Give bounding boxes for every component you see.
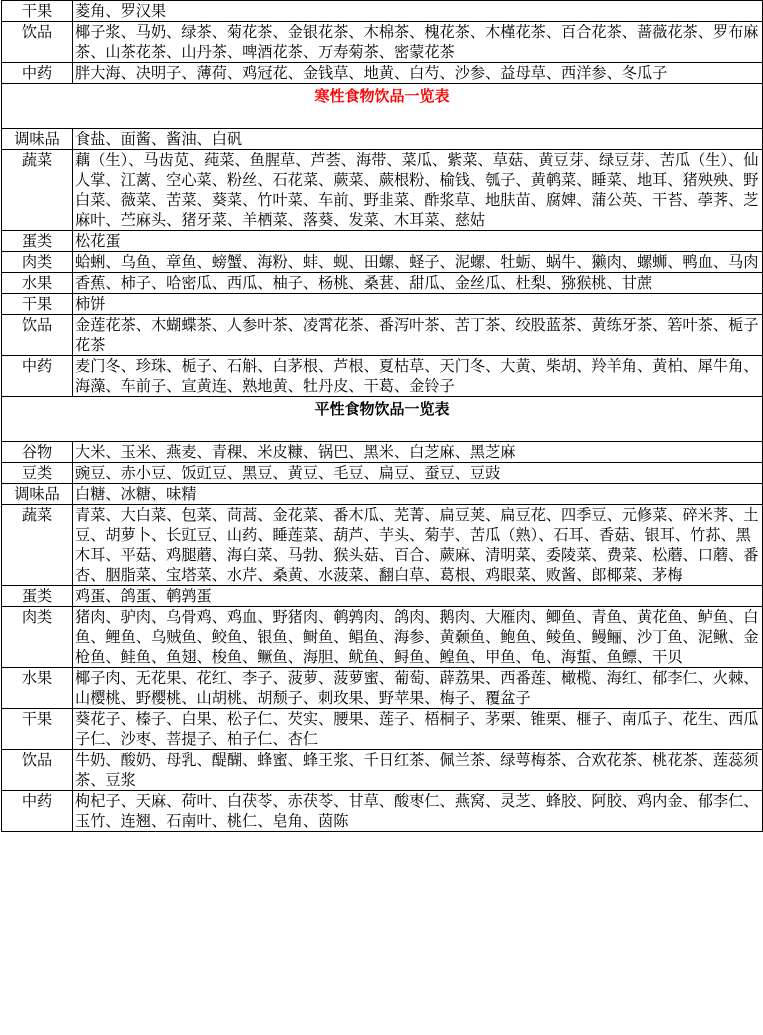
items-cell: 椰子肉、无花果、花红、李子、菠萝、菠萝蜜、葡萄、薜荔果、西番莲、橄榄、海红、郁李仁、火棘、山樱桃、野樱桃、山胡桃、胡颓子、刺玫果、野苹果、梅子、覆盆子 [73, 668, 763, 709]
items-cell: 胖大海、决明子、薄荷、鸡冠花、金钱草、地黄、白芍、沙参、益母草、西洋参、冬瓜子 [73, 63, 763, 84]
items-cell: 金莲花茶、木蝴蝶茶、人参叶茶、凌霄花茶、番泻叶茶、苦丁茶、绞股蓝茶、黄练牙茶、箬叶茶、栀子花茶 [73, 315, 763, 356]
category-cell: 调味品 [2, 129, 73, 150]
category-cell: 蔬菜 [2, 505, 73, 586]
table-row [2, 791, 763, 832]
table-row [2, 294, 763, 315]
category-cell: 中药 [2, 356, 73, 397]
category-cell: 蛋类 [2, 231, 73, 252]
items-cell: 大米、玉米、燕麦、青稞、米皮糠、锅巴、黑米、白芝麻、黑芝麻 [73, 442, 763, 463]
items-cell: 牛奶、酸奶、母乳、醍醐、蜂蜜、蜂王浆、千日红茶、佩兰茶、绿萼梅茶、合欢花茶、桃花茶、莲蕊须茶、豆浆 [73, 750, 763, 791]
category-cell: 肉类 [2, 252, 73, 273]
category-cell: 水果 [2, 668, 73, 709]
category-cell: 中药 [2, 63, 73, 84]
table-row [2, 150, 763, 231]
table-row [2, 22, 763, 63]
items-cell: 葵花子、榛子、白果、松子仁、芡实、腰果、莲子、梧桐子、茅栗、锥栗、榧子、南瓜子、花生、西瓜子仁、沙枣、菩提子、柏子仁、杏仁 [73, 709, 763, 750]
table-row [2, 505, 763, 586]
category-cell: 水果 [2, 273, 73, 294]
table-row [2, 231, 763, 252]
table-row [2, 484, 763, 505]
table-row [2, 273, 763, 294]
table-row [2, 709, 763, 750]
items-cell: 猪肉、驴肉、乌骨鸡、鸡血、野猪肉、鹌鹑肉、鸽肉、鹅肉、大雁肉、鲫鱼、青鱼、黄花鱼、鲈鱼、白鱼、鲤鱼、乌贼鱼、鲛鱼、银鱼、鲥鱼、鲳鱼、海参、黄颡鱼、鲍鱼、鲮鱼、鳗鲡、沙丁鱼、泥鳅、金枪鱼、鲑鱼、鱼翅、梭鱼、鳜鱼、海胆、鱿鱼、鲟鱼、鳇鱼、甲鱼、龟、海蜇、鱼鳔、干贝 [73, 607, 763, 668]
items-cell: 椰子浆、马奶、绿茶、菊花茶、金银花茶、木棉茶、槐花茶、木槿花茶、百合花茶、蔷薇花茶、罗布麻茶、山茶花茶、山丹茶、啤酒花茶、万寿菊茶、密蒙花茶 [73, 22, 763, 63]
food-table [1, 0, 763, 832]
items-cell: 香蕉、柿子、哈密瓜、西瓜、柚子、杨桃、桑葚、甜瓜、金丝瓜、杜梨、猕猴桃、甘蔗 [73, 273, 763, 294]
category-cell: 调味品 [2, 484, 73, 505]
items-cell: 藕（生）、马齿苋、莼菜、鱼腥草、芦荟、海带、菜瓜、紫菜、草菇、黄豆芽、绿豆芽、苦瓜（生）、仙人掌、江蓠、空心菜、粉丝、石花菜、蕨菜、蕨根粉、榆钱、瓠子、黄鹌菜、睡菜、地耳、猪殃殃、野白菜、薇菜、苦菜、葵菜、竹叶菜、车前、野韭菜、酢浆草、地肤苗、腐婢、蒲公英、干苔、荸荠、芝麻叶、苎麻头、猪牙菜、羊栖菜、落葵、发菜、木耳菜、慈姑 [73, 150, 763, 231]
table-row [2, 1, 763, 22]
category-cell: 干果 [2, 294, 73, 315]
category-cell: 饮品 [2, 22, 73, 63]
items-cell: 青菜、大白菜、包菜、茼蒿、金花菜、番木瓜、芜菁、扁豆荚、扁豆花、四季豆、元修菜、碎米荠、土豆、胡萝卜、长豇豆、山药、睡莲菜、葫芦、芋头、菊芋、苦瓜（熟）、石耳、香菇、银耳、竹荪、黑木耳、平菇、鸡腿蘑、海白菜、马勃、猴头菇、百合、蕨麻、清明菜、委陵菜、费菜、松蘑、口蘑、番杏、胭脂菜、宝塔菜、水芹、桑黄、水菠菜、翻白草、葛根、鸡眼菜、败酱、郎椰菜、茅梅 [73, 505, 763, 586]
table-row [2, 315, 763, 356]
category-cell: 干果 [2, 709, 73, 750]
items-cell: 食盐、面酱、酱油、白矾 [73, 129, 763, 150]
items-cell: 菱角、罗汉果 [73, 1, 763, 22]
items-cell: 柿饼 [73, 294, 763, 315]
items-cell: 鸡蛋、鸽蛋、鹌鹑蛋 [73, 586, 763, 607]
items-cell: 白糖、冰糖、味精 [73, 484, 763, 505]
category-cell: 饮品 [2, 750, 73, 791]
section-title-neutral: 平性食物饮品一览表 [2, 397, 763, 442]
category-cell: 中药 [2, 791, 73, 832]
items-cell: 麦门冬、珍珠、栀子、石斛、白茅根、芦根、夏枯草、天门冬、大黄、柴胡、羚羊角、黄柏、犀牛角、海藻、车前子、宣黄连、熟地黄、牡丹皮、干葛、金铃子 [73, 356, 763, 397]
category-cell: 干果 [2, 1, 73, 22]
items-cell: 豌豆、赤小豆、饭豇豆、黑豆、黄豆、毛豆、扁豆、蚕豆、豆豉 [73, 463, 763, 484]
category-cell: 饮品 [2, 315, 73, 356]
table-row [2, 463, 763, 484]
items-cell: 蛤蜊、乌鱼、章鱼、螃蟹、海粉、蚌、蚬、田螺、蛏子、泥螺、牡蛎、蜗牛、獭肉、螺蛳、鸭血、马肉 [73, 252, 763, 273]
category-cell: 肉类 [2, 607, 73, 668]
category-cell: 蛋类 [2, 586, 73, 607]
table-row [2, 356, 763, 397]
section-title-cold: 寒性食物饮品一览表 [2, 84, 763, 129]
table-row [2, 607, 763, 668]
table-row [2, 586, 763, 607]
category-cell: 谷物 [2, 442, 73, 463]
table-row [2, 129, 763, 150]
section-title-row [2, 84, 763, 129]
section-title-row [2, 397, 763, 442]
table-row [2, 63, 763, 84]
table-row [2, 442, 763, 463]
table-row [2, 750, 763, 791]
table-row [2, 668, 763, 709]
table-row [2, 252, 763, 273]
items-cell: 松花蛋 [73, 231, 763, 252]
items-cell: 枸杞子、天麻、荷叶、白茯苓、赤茯苓、甘草、酸枣仁、燕窝、灵芝、蜂胶、阿胶、鸡内金、郁李仁、玉竹、连翘、石南叶、桃仁、皂角、茵陈 [73, 791, 763, 832]
category-cell: 蔬菜 [2, 150, 73, 231]
category-cell: 豆类 [2, 463, 73, 484]
